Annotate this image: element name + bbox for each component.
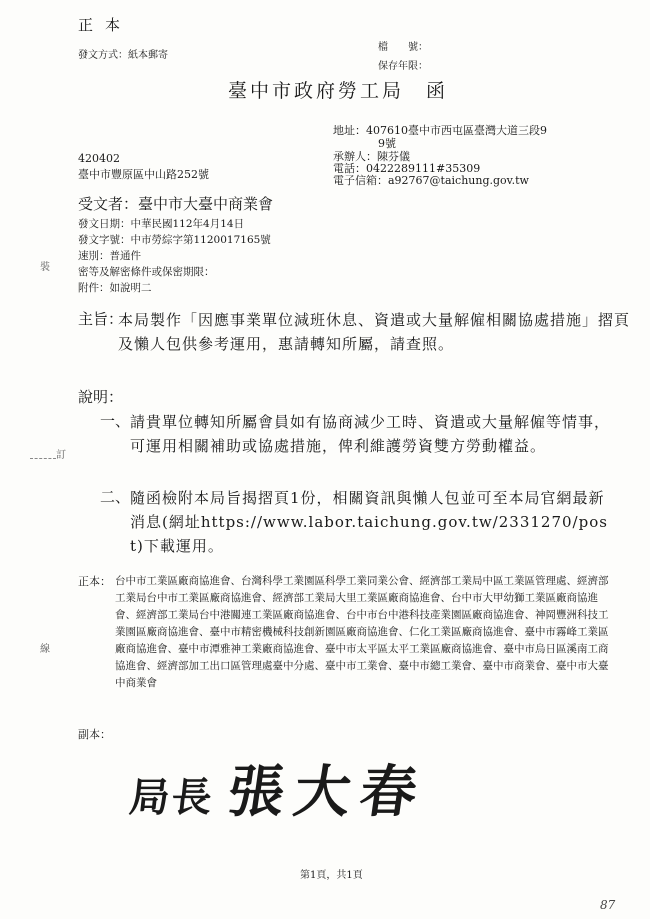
cc-label: 正本： [78,575,111,588]
cc-recipients: 台中市工業區廠商協進會、台灣科學工業園區科學工業同業公會、經濟部工業局中區工業區管理處、經濟部工業局台中市工業區廠商協進會、經濟部工業局大里工業區廠商協進會、台中市大甲幼獅工業區廠商協進會、經濟部工業局台中港關連工業區廠商協進會、台中市台中港科技產業園區廠商協進會、神岡豐洲科技工業園區廠商協進會、臺中市精密機械科技創新園區廠商協進會、仁化工業區廠商協進會、臺中市霧峰工業區廠商協進會、臺中市潭雅神工業廠商協進會、臺中市太平區太平工業區廠商協進會、臺中市烏日區溪南工商協進會、經濟部加工出口區管理處臺中分處、臺中市工業會、臺中市總工業會、臺中市商業會、臺中市大臺中商業會 [115,575,609,689]
speed: 速別：普通件 [78,250,141,262]
send-method: 發文方式：紙本郵寄 [78,50,168,61]
corner-mark: 87 [600,898,616,912]
handler: 承辦人：陳芬儀 [333,150,410,163]
binding-mark-bottom: 線 [40,644,50,655]
doc-number: 發文字號：中市勞綜字第1120017165號 [78,234,271,246]
confidentiality: 密等及解密條件或保密期限： [78,266,215,278]
retention-label: 保存年限： [378,61,428,72]
recipient: 受文者：臺中市大臺中商業會 [78,195,274,213]
recipient-postal-code: 420402 [78,152,120,165]
vice-copy-label: 副本： [78,728,111,741]
document-title: 臺中市政府勞工局 函 [228,80,449,102]
director-signature [127,748,432,828]
item-number: 二、 [100,488,131,506]
item-number: 一、 [100,412,131,430]
phone: 電話：0422289111#35309 [333,162,481,175]
page-number: 第1頁，共1頁 [300,870,363,881]
email: 電子信箱：a92767@taichung.gov.tw [333,174,529,187]
explanation-label: 說明： [78,388,124,406]
binding-mark-top: 裝 [40,262,50,273]
attachment: 附件：如說明二 [78,282,152,294]
issue-date: 發文日期：中華民國112年4月14日 [78,218,245,230]
binding-line [30,458,56,459]
subject-text: 本局製作「因應事業單位減班休息、資遣或大量解僱相關協處措施」摺頁及懶人包供參考運用，惠請轉知所屬，請查照。 [118,311,631,353]
file-number-label: 檔 號： [378,42,428,53]
binding-mark-middle: 訂 [56,450,66,461]
signature-title: 局長 [127,774,217,821]
explanation-item: 隨函檢附本局旨揭摺頁1份，相關資訊與懶人包並可至本局官網最新消息(網址https://www.labor.taichung.gov.tw/2331270/post)下載運用。 [130,489,608,555]
copy-type-label: 正本 [78,16,133,34]
explanation-item: 請貴單位轉知所屬會員如有協商減少工時、資遣或大量解僱等情事，可運用相關補助或協處措施，俾利維護勞資雙方勞動權益。 [130,413,611,455]
sender-address-line1: 地址：407610臺中市西屯區臺灣大道三段9 [333,124,547,137]
sender-address-line2: 9號 [378,137,396,150]
signature-name: 張大春 [223,759,432,825]
subject-label: 主旨： [78,310,124,328]
recipient-address: 臺中市豐原區中山路252號 [78,168,209,181]
